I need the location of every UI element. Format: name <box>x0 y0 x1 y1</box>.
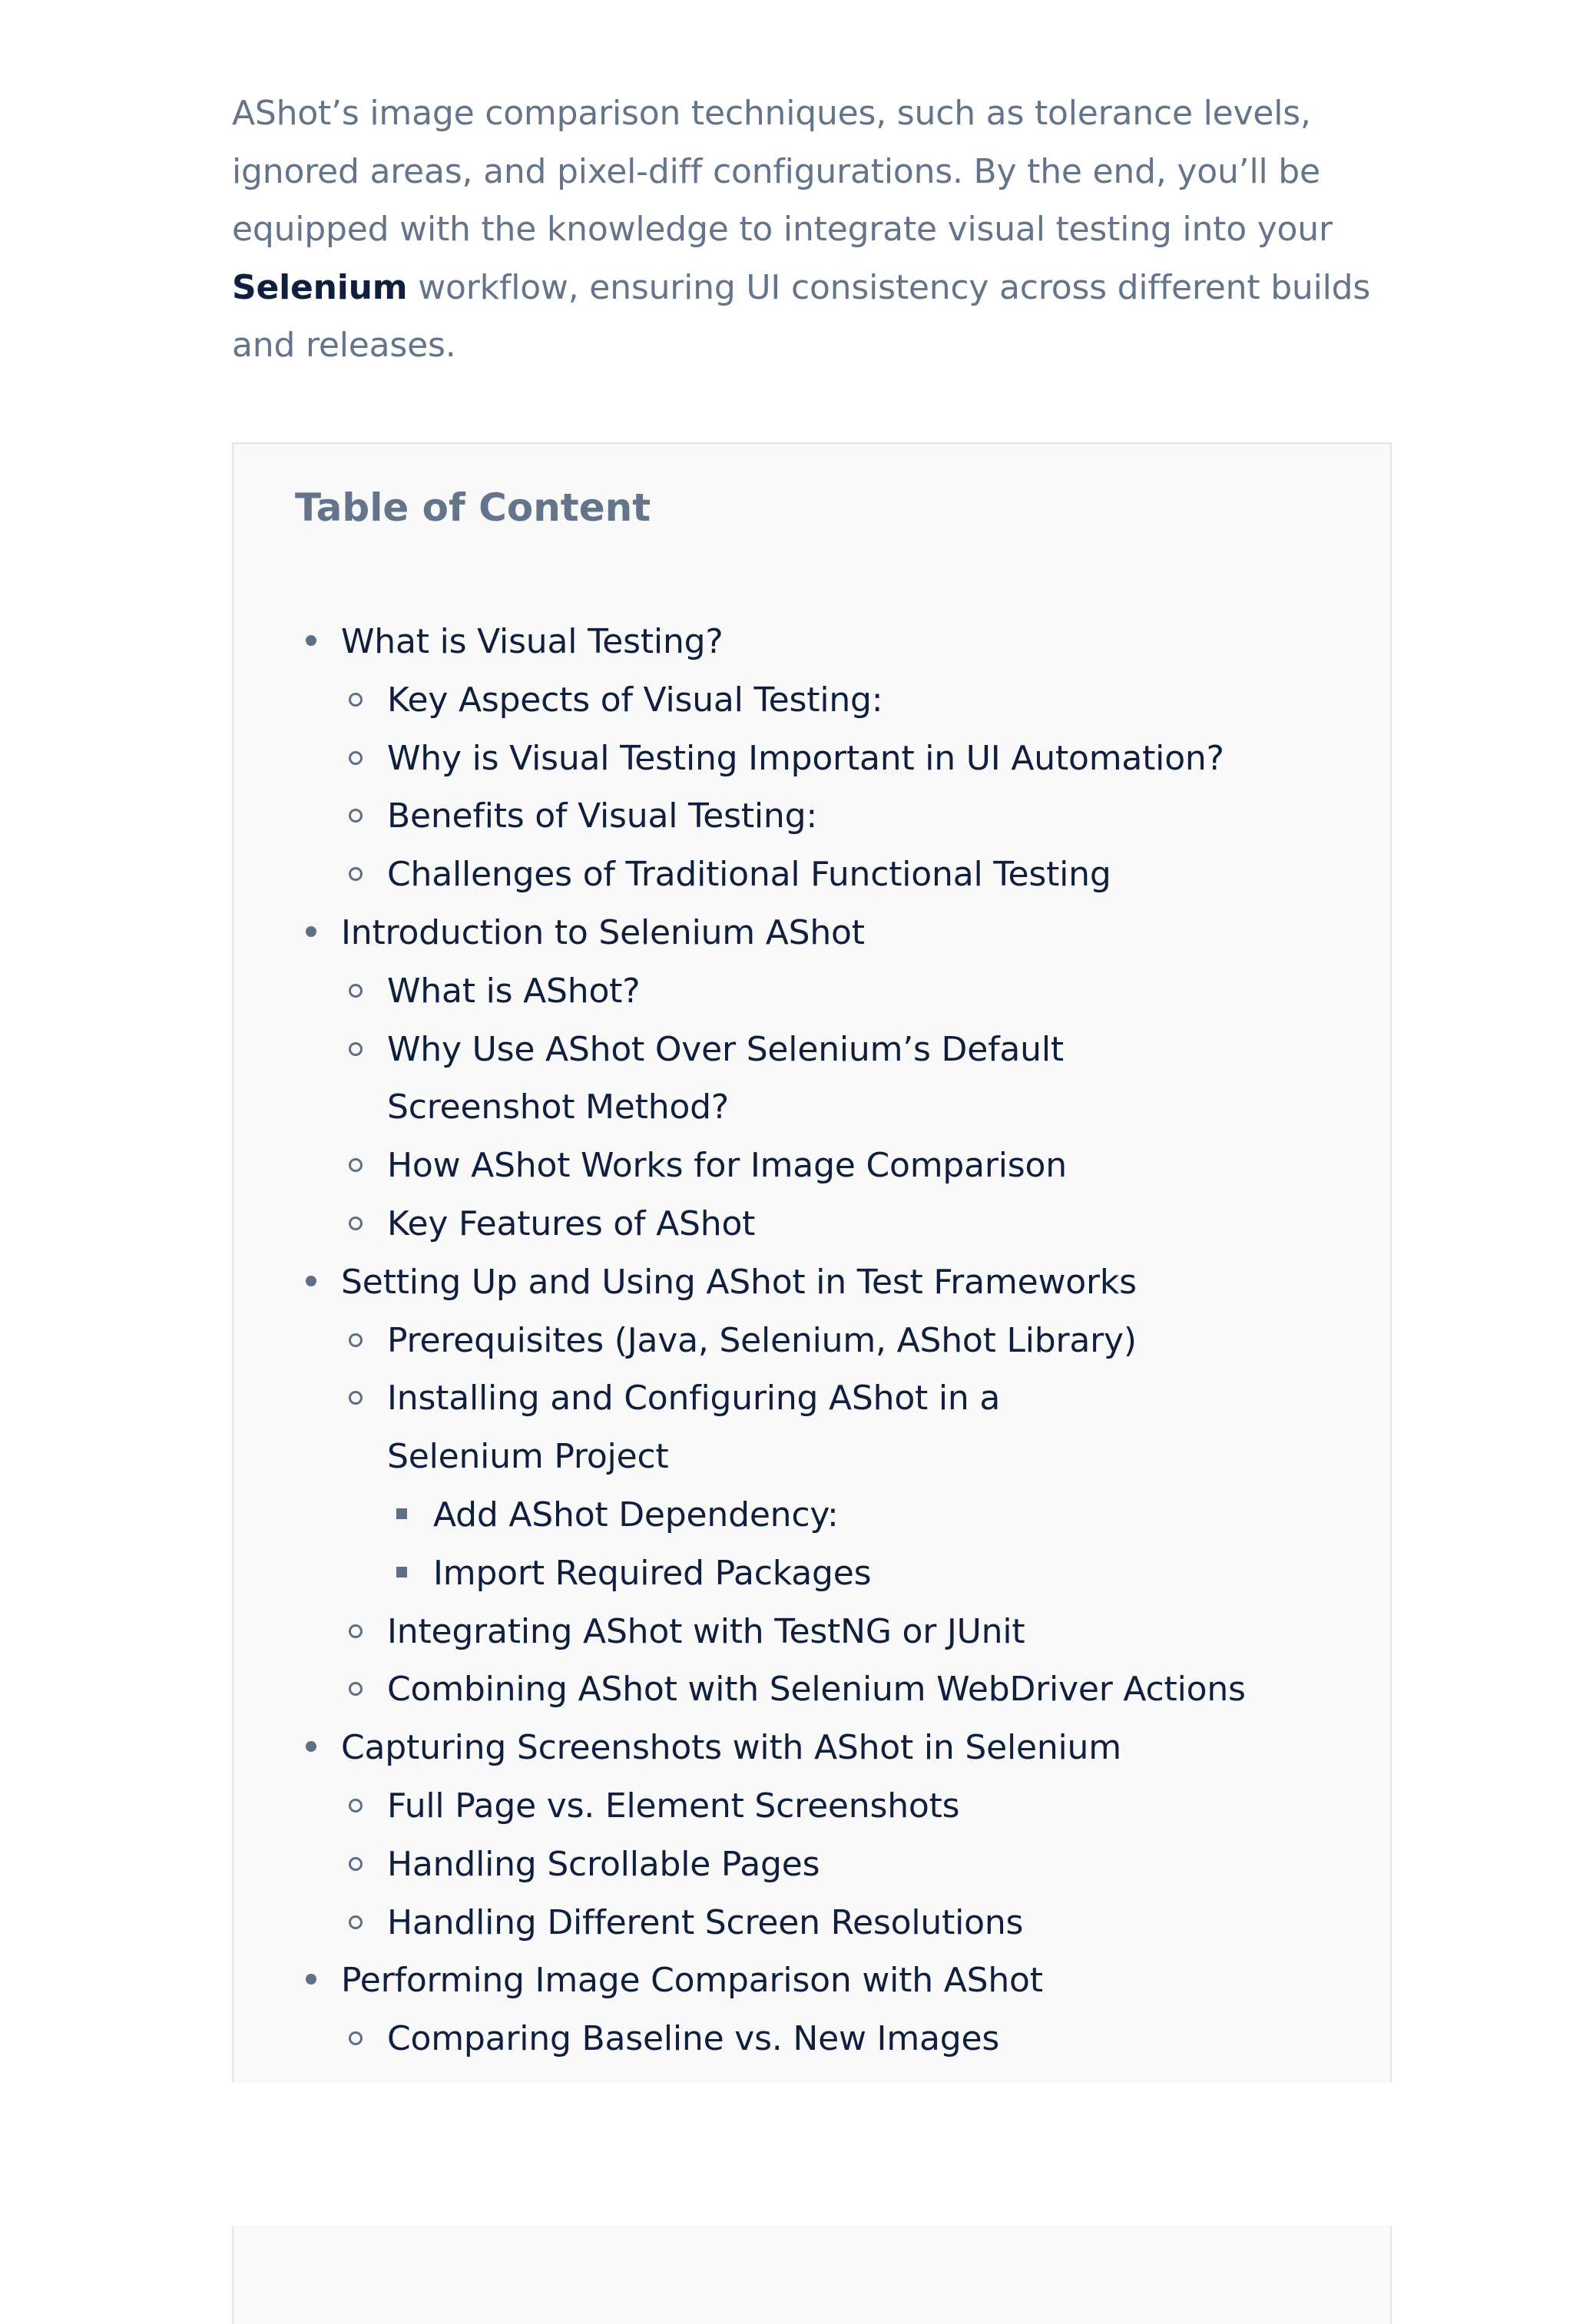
toc-item-level-2[interactable] <box>233 1369 1155 1486</box>
circle-bullet-icon <box>349 751 363 765</box>
article-body <box>232 84 1392 375</box>
square-bullet-icon <box>396 1567 407 1577</box>
toc-item-level-2[interactable] <box>233 730 1393 788</box>
toc-item-level-2[interactable] <box>233 1777 1393 1836</box>
circle-bullet-icon <box>349 1042 363 1056</box>
toc-item-level-1[interactable] <box>233 1952 1393 2010</box>
toc-link[interactable]: Comparing Baseline vs. New Images <box>387 2019 1000 2059</box>
circle-bullet-icon <box>349 1158 363 1172</box>
toc-link[interactable]: How AShot Works for Image Comparison <box>387 1146 1067 1186</box>
circle-bullet-icon <box>349 2031 363 2045</box>
circle-bullet-icon <box>349 984 363 998</box>
toc-link[interactable]: Handling Scrollable Pages <box>387 1844 820 1884</box>
intro-text-after: workflow, ensuring UI consistency across different builds and releases. <box>232 267 1371 365</box>
toc-link[interactable]: Integrating AShot with TestNG or JUnit <box>387 1611 1025 1651</box>
toc-item-level-3[interactable] <box>233 1544 1393 1603</box>
disc-bullet-icon <box>306 1741 316 1752</box>
toc-item-level-2[interactable] <box>233 846 1393 904</box>
circle-bullet-icon <box>349 867 363 881</box>
circle-bullet-icon <box>349 1857 363 1871</box>
toc-link[interactable]: Handling Different Screen Resolutions <box>387 1902 1024 1942</box>
disc-bullet-icon <box>306 926 316 937</box>
page-bottom-area <box>0 2083 1573 2226</box>
disc-bullet-icon <box>306 635 316 646</box>
toc-link[interactable]: Setting Up and Using AShot in Test Frameworks <box>341 1262 1137 1302</box>
toc-link[interactable]: Performing Image Comparison with AShot <box>341 1961 1043 2001</box>
toc-item-level-2[interactable] <box>233 1660 1393 1719</box>
toc-link[interactable]: Import Required Packages <box>433 1553 872 1593</box>
toc-item-level-2[interactable] <box>233 671 1393 730</box>
toc-link[interactable]: Why Use AShot Over Selenium’s Default Screenshot Method? <box>387 1029 1064 1127</box>
toc-link[interactable]: Why is Visual Testing Important in UI Automation? <box>387 738 1224 778</box>
toc-item-level-2[interactable] <box>233 1312 1393 1370</box>
toc-item-level-2[interactable] <box>233 1021 1155 1137</box>
toc-link[interactable]: Key Features of AShot <box>387 1203 756 1243</box>
disc-bullet-icon <box>306 1276 316 1286</box>
table-of-content <box>232 442 1392 2324</box>
toc-item-level-3[interactable] <box>233 1486 1393 1544</box>
toc-link[interactable]: Full Page vs. Element Screenshots <box>387 1786 960 1826</box>
circle-bullet-icon <box>349 1624 363 1638</box>
intro-paragraph <box>232 84 1392 375</box>
toc-title: Table of Content <box>295 485 651 530</box>
toc-link[interactable]: Challenges of Traditional Functional Testing <box>387 855 1111 895</box>
toc-item-level-2[interactable] <box>233 962 1393 1021</box>
selenium-keyword: Selenium <box>232 267 408 307</box>
circle-bullet-icon <box>349 1915 363 1929</box>
toc-link[interactable]: Introduction to Selenium AShot <box>341 912 865 952</box>
toc-item-level-2[interactable] <box>233 2010 1393 2068</box>
circle-bullet-icon <box>349 693 363 707</box>
toc-item-level-2[interactable] <box>233 1603 1393 1661</box>
intro-text-before: AShot’s image comparison techniques, such as tolerance levels, ignored areas, and pixel-diff configurations. By the end, you’ll be equipped with the knowledge to integrate visual testing into your <box>232 94 1333 249</box>
circle-bullet-icon <box>349 1682 363 1696</box>
toc-item-level-1[interactable] <box>233 1719 1393 1777</box>
circle-bullet-icon <box>349 1333 363 1347</box>
circle-bullet-icon <box>349 1799 363 1813</box>
disc-bullet-icon <box>306 1974 316 1985</box>
toc-item-level-1[interactable] <box>233 1253 1393 1312</box>
circle-bullet-icon <box>349 1217 363 1230</box>
toc-item-level-2[interactable] <box>233 1836 1393 1894</box>
square-bullet-icon <box>396 1508 407 1519</box>
toc-link[interactable]: Benefits of Visual Testing: <box>387 796 817 836</box>
toc-link[interactable]: Capturing Screenshots with AShot in Selenium <box>341 1728 1121 1768</box>
toc-link[interactable]: Key Aspects of Visual Testing: <box>387 680 883 720</box>
toc-link[interactable]: Installing and Configuring AShot in a Selenium Project <box>387 1379 1001 1477</box>
toc-item-level-1[interactable] <box>233 613 1393 671</box>
circle-bullet-icon <box>349 809 363 823</box>
toc-link[interactable]: What is Visual Testing? <box>341 622 724 661</box>
toc-item-level-2[interactable] <box>233 787 1393 846</box>
toc-list <box>233 613 1393 2185</box>
toc-item-level-2[interactable] <box>233 1137 1393 1195</box>
circle-bullet-icon <box>349 1391 363 1405</box>
toc-link[interactable]: What is AShot? <box>387 971 641 1011</box>
toc-link[interactable]: Combining AShot with Selenium WebDriver Actions <box>387 1670 1246 1710</box>
toc-item-level-2[interactable] <box>233 1894 1393 1952</box>
toc-link[interactable]: Prerequisites (Java, Selenium, AShot Library) <box>387 1320 1137 1360</box>
toc-item-level-1[interactable] <box>233 904 1393 962</box>
toc-link[interactable]: Add AShot Dependency: <box>433 1495 839 1534</box>
toc-item-level-2[interactable] <box>233 1195 1393 1253</box>
